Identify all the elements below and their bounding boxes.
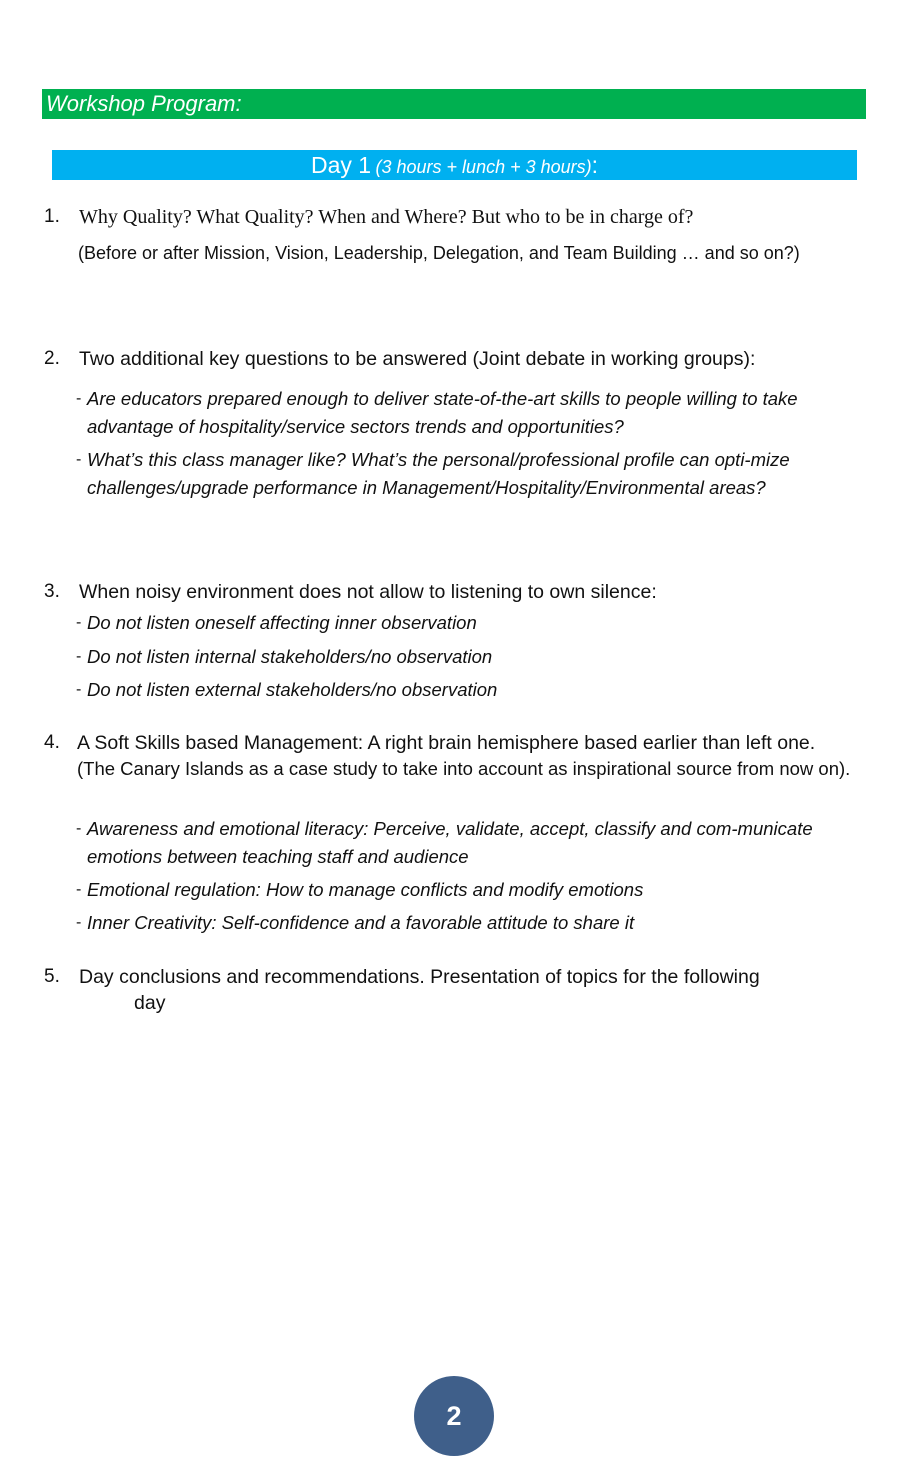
item-number: 2.: [44, 348, 60, 369]
day-label: Day 1: [310, 152, 372, 178]
item-4-sub-2: [76, 876, 856, 904]
item-text: When noisy environment does not allow to listening to own silence:: [79, 581, 657, 603]
item-text: [79, 964, 854, 1016]
program-item-4: [44, 730, 854, 782]
program-item-3: [44, 579, 854, 605]
item-text: Why Quality? What Quality? When and Where? But who to be in charge of?: [79, 206, 694, 228]
item-3-sub-3: [76, 676, 856, 704]
sub-text: Do not listen internal stakeholders/no observation: [87, 646, 493, 667]
item-2-sub-2: [76, 446, 856, 502]
item-3-sub-2: [76, 643, 856, 671]
sub-text: Inner Creativity: Self-confidence and a favorable attitude to share it: [87, 912, 635, 933]
item-number: 4.: [44, 732, 60, 753]
dash-bullet: -: [76, 648, 82, 665]
item-4-sub-3: [76, 909, 856, 937]
item-text: Two additional key questions to be answered (Joint debate in working groups):: [79, 348, 756, 370]
sub-text: Do not listen external stakeholders/no observation: [87, 679, 498, 700]
item-number: 1.: [44, 206, 60, 227]
section-title: Workshop Program:: [46, 91, 242, 116]
sub-text: Emotional regulation: How to manage conflicts and modify emotions: [87, 879, 644, 900]
sub-text: Are educators prepared enough to deliver state-of-the-art skills to people willing to take advantage of hospitality/service sectors trends and opportunities?: [87, 388, 798, 437]
item-text-continuation: day: [134, 992, 166, 1014]
day-hours: (3 hours + lunch + 3 hours): [375, 157, 592, 177]
item-4-sub-1: [76, 815, 856, 871]
dash-bullet: -: [76, 820, 82, 837]
section-header-bar: [42, 89, 866, 119]
item-text-main: Day conclusions and recommendations. Presentation of topics for the following: [79, 966, 760, 988]
sub-text: Do not listen oneself affecting inner observation: [87, 612, 477, 633]
item-3-sub-1: [76, 609, 856, 637]
day-header-bar: [52, 150, 857, 180]
sub-text: What’s this class manager like? What’s the personal/professional profile can opti-mize challenges/upgrade performance in Management/Hospitality/Environmental areas?: [87, 449, 790, 498]
item-1-note: (Before or after Mission, Vision, Leadership, Delegation, and Team Building … and so on?): [78, 243, 800, 263]
item-text: [77, 730, 854, 782]
dash-bullet: -: [76, 881, 82, 898]
dash-bullet: -: [76, 614, 82, 631]
item-number: 5.: [44, 966, 60, 987]
dash-bullet: -: [76, 681, 82, 698]
page-number: 2: [446, 1401, 462, 1431]
item-number: 3.: [44, 581, 60, 602]
item-text-small: (The Canary Islands as a case study to take into account as inspirational source from now on).: [77, 758, 851, 779]
item-text-main: A Soft Skills based Management: A right brain hemisphere based earlier than left one.: [77, 732, 816, 754]
sub-text: Awareness and emotional literacy: Perceive, validate, accept, classify and com-municate emotions between teaching staff and audience: [87, 818, 813, 867]
dash-bullet: -: [76, 451, 82, 468]
day-colon: :: [591, 152, 599, 178]
program-item-1: [44, 204, 854, 230]
program-item-2: [44, 346, 854, 372]
item-2-sub-1: [76, 385, 856, 441]
page-number-badge: [414, 1376, 494, 1456]
dash-bullet: -: [76, 914, 82, 931]
program-item-5: [44, 964, 854, 1016]
dash-bullet: -: [76, 390, 82, 407]
